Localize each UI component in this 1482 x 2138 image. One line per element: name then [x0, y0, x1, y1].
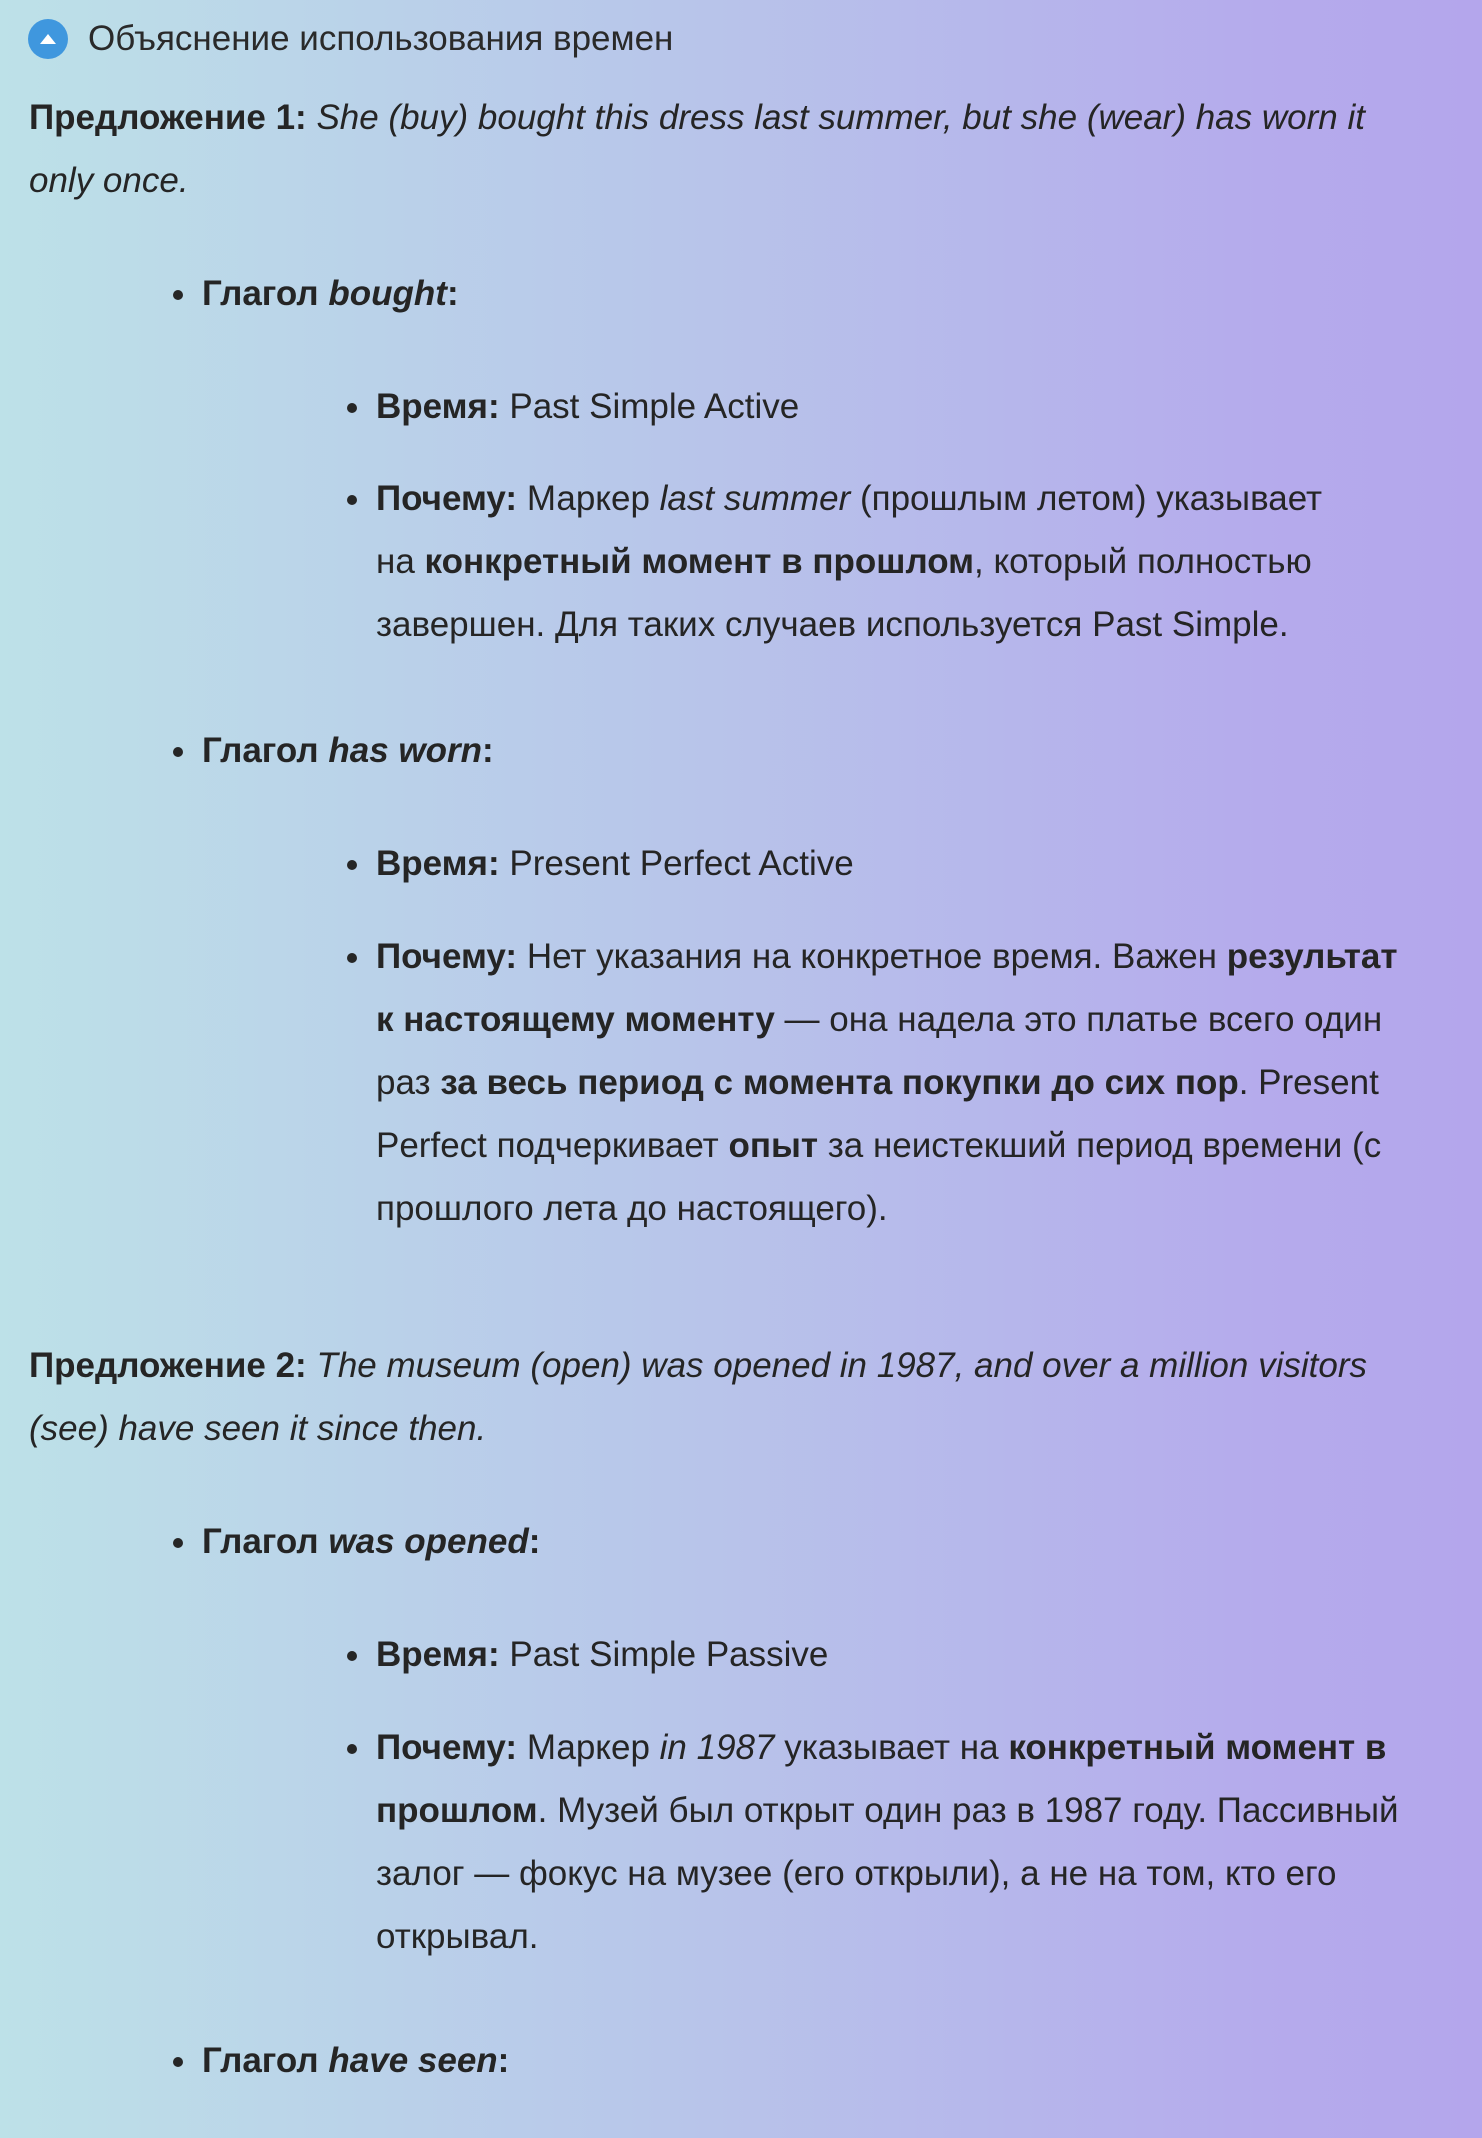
verb-item-bought	[202, 262, 1442, 325]
sentence-text: The museum (open) was opened in 1987, and over a million visitors	[316, 1346, 1367, 1385]
sentence-2	[29, 1334, 1449, 1460]
tense-explanation-disclosure[interactable]	[28, 14, 673, 64]
sentence-1	[29, 86, 1449, 212]
verb-item-has-worn	[202, 719, 1442, 782]
reason-detail: Почему: Маркер in 1987 указывает на конкретный момент в прошлом. Музей был открыт один раз в 1987 году. Пассивный залог — фокус на музее (его открыли), а не на том, кто его открывал.	[376, 1728, 1399, 1956]
verb-item-have-seen	[202, 2029, 1442, 2092]
reason-detail: Почему: Нет указания на конкретное время. Важен результат к настоящему моменту — она надела это платье всего один раз за весь период с момента покупки до сих пор. Present Perfect подчеркивает опыт за неистекший период времени (с прошлого лета до настоящего).	[376, 937, 1398, 1228]
list-bullet	[173, 1538, 183, 1548]
verb-heading: Глагол has worn:	[202, 731, 494, 770]
list-bullet	[347, 1744, 357, 1754]
list-bullet	[347, 1651, 357, 1661]
list-bullet	[347, 860, 357, 870]
tense-detail: Время: Past Simple Passive	[376, 1635, 829, 1674]
sentence-text: She (buy) bought this dress last summer, but she (wear) has worn it	[316, 98, 1365, 137]
list-bullet	[347, 495, 357, 505]
sentence-text-cont: (see) have seen it since then.	[29, 1409, 487, 1448]
list-bullet	[173, 290, 183, 300]
sentence-label: Предложение 1:	[29, 98, 307, 137]
verb-heading: Глагол bought:	[202, 274, 459, 313]
reason-detail: Почему: Маркер last summer (прошлым летом) указывает на конкретный момент в прошлом, который полностью завершен. Для таких случаев используется Past Simple.	[376, 479, 1323, 644]
verb-heading: Глагол was opened:	[202, 1522, 541, 1561]
list-bullet	[173, 747, 183, 757]
tense-detail: Время: Present Perfect Active	[376, 844, 854, 883]
list-bullet	[347, 403, 357, 413]
list-bullet	[347, 953, 357, 963]
verb-heading: Глагол have seen:	[202, 2041, 510, 2080]
sentence-label: Предложение 2:	[29, 1346, 307, 1385]
list-bullet	[173, 2057, 183, 2067]
disclosure-label: Объяснение использования времен	[88, 19, 674, 58]
triangle-up-icon[interactable]	[28, 19, 68, 59]
sentence-text-cont: only once.	[29, 161, 189, 200]
tense-detail: Время: Past Simple Active	[376, 387, 800, 426]
verb-item-was-opened	[202, 1510, 1442, 1573]
